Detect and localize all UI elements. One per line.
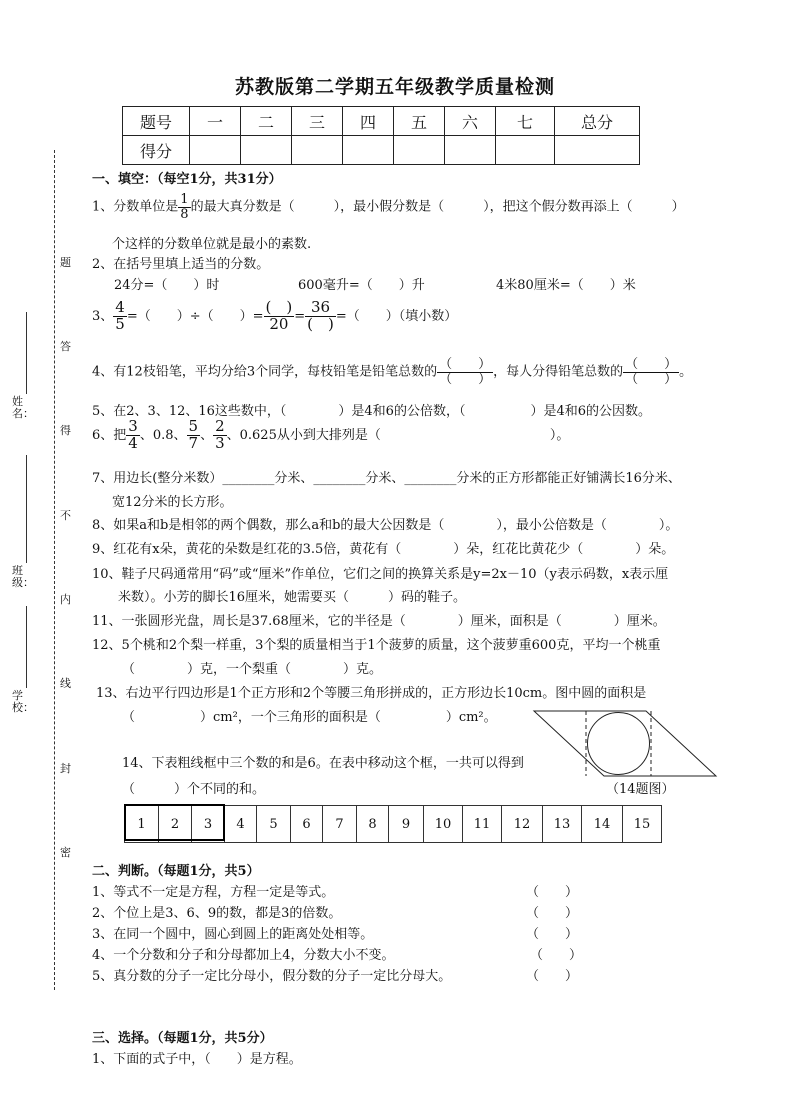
numerator: 3: [128, 417, 138, 435]
q3-text-b: =（ ）÷（ ）=: [126, 308, 264, 324]
score-table-score-row: [123, 136, 640, 165]
seal-char: 不: [60, 509, 71, 522]
parallelogram-shape: [534, 711, 716, 776]
fraction: [187, 419, 201, 452]
number-cell: 11: [463, 806, 502, 843]
seal-char: 答: [60, 340, 71, 353]
section-2-heading: 二、判断。（每题1分，共5）: [92, 864, 260, 879]
numerator-blank: （ ）: [439, 357, 492, 372]
inscribed-circle: [588, 713, 650, 775]
fraction: [264, 300, 295, 333]
name-label: 姓名：: [12, 395, 34, 420]
seal-char: 密: [60, 846, 71, 859]
q6-text-c: 、: [200, 427, 214, 443]
score-header-cell: 三: [292, 107, 343, 136]
question-6: [92, 419, 569, 452]
school-label: 学校：: [12, 689, 34, 714]
score-table: [122, 106, 640, 165]
seal-char: 封: [60, 762, 71, 775]
denominator: 7: [188, 433, 199, 452]
score-cell[interactable]: [343, 136, 394, 165]
denominator: 3: [215, 433, 225, 452]
number-cell: 3: [192, 806, 225, 843]
judge-answer-paren[interactable]: （ ）: [526, 969, 579, 984]
q3-text-a: 3、: [92, 308, 114, 324]
q4-text-a: 4、有12枝铅笔，平均分给3个同学，每枝铅笔是铅笔总数的: [92, 364, 438, 380]
name-field[interactable]: [26, 312, 27, 394]
score-header-cell: 总分: [555, 107, 640, 136]
bold-selection-frame[interactable]: [124, 804, 225, 841]
score-header-cell: 七: [496, 107, 555, 136]
q6-text-b: 、0.8、: [139, 427, 187, 443]
denominator: 20: [269, 314, 289, 333]
school-field[interactable]: [26, 606, 27, 688]
number-cell: 13: [543, 806, 582, 843]
number-cell: 15: [623, 806, 662, 843]
question-5: 5、在2、3、12、16这些数中，（ ）是4和6的公倍数，（ ）是4和6的公因数。: [92, 404, 651, 419]
score-header-cell: 二: [241, 107, 292, 136]
score-table-header-row: [123, 107, 640, 136]
denominator: 8: [180, 206, 189, 222]
judge-item: 4、一个分数和分子和分母都加上4，分数大小不变。: [92, 948, 395, 963]
score-cell[interactable]: [241, 136, 292, 165]
denominator: 5: [115, 314, 125, 333]
fraction: [178, 193, 190, 221]
judge-answer-paren[interactable]: （ ）: [526, 906, 579, 921]
number-cell: 9: [389, 806, 424, 843]
denominator: 4: [128, 433, 138, 452]
score-header-cell: 一: [190, 107, 241, 136]
score-header-cell: 五: [394, 107, 445, 136]
question-11: 11、一张圆形光盘，周长是37.68厘米，它的半径是（ ）厘米，面积是（ ）厘米。: [92, 614, 666, 629]
q2-a: 24分=（ ）时: [114, 278, 220, 293]
judge-item: 3、在同一个圆中，圆心到圆上的距离处处相等。: [92, 927, 374, 942]
q12-text-b: （ ）克，一个梨重（ ）克。: [122, 662, 383, 677]
q4-end: 。: [679, 364, 693, 380]
question-8: 8、如果a和b是相邻的两个偶数，那么a和b的最大公因数是（ ），最小公倍数是（ ）。: [92, 518, 679, 533]
numerator: 2: [215, 417, 225, 435]
page-title: 苏教版第二学期五年级教学质量检测: [234, 76, 555, 98]
q1-text-c: 个这样的分数单位就是最小的素数.: [112, 237, 312, 252]
q7-text-b: 宽12分米的长方形。: [112, 495, 233, 510]
numerator: 5: [188, 417, 199, 435]
score-header-cell: 四: [343, 107, 394, 136]
q10-text-b: 米数）。小芳的脚长16厘米，她需要买（ ）码的鞋子。: [118, 590, 467, 605]
parallelogram-figure: [530, 706, 720, 778]
fraction: [213, 419, 227, 452]
fraction: [113, 300, 127, 333]
number-cell: 1: [125, 806, 159, 843]
q3-text-c: =（ ）（填小数）: [335, 308, 458, 324]
number-cell: 7: [323, 806, 357, 843]
seal-char: 题: [60, 256, 71, 269]
numerator: 1: [180, 192, 189, 207]
score-header-cell: 题号: [123, 107, 190, 136]
class-field[interactable]: [26, 455, 27, 563]
question-3: [92, 300, 457, 333]
q6-text-d: 、0.625从小到大排列是（ ）。: [226, 427, 570, 443]
q1-text-b: 的最大真分数是（ ），最小假分数是（ ），把这个假分数再添上（ ）: [190, 199, 685, 215]
denominator: ( ): [307, 314, 334, 333]
q2-c: 4米80厘米=（ ）米: [496, 278, 636, 293]
number-cell: 5: [257, 806, 291, 843]
seal-char: 内: [60, 593, 71, 606]
equals-sign: =: [294, 308, 306, 324]
fraction-blank[interactable]: [437, 358, 493, 386]
score-cell[interactable]: [292, 136, 343, 165]
judge-answer-paren[interactable]: （ ）: [530, 948, 583, 963]
q1-text-a: 1、分数单位是: [92, 199, 179, 215]
score-cell[interactable]: [394, 136, 445, 165]
judge-answer-paren[interactable]: （ ）: [526, 927, 579, 942]
seal-char: 线: [60, 677, 71, 690]
number-cell: 8: [357, 806, 389, 843]
section-3-heading: 三、选择。（每题1分，共5分）: [92, 1031, 273, 1046]
q13-text-b: （ ）cm²，一个三角形的面积是（ ）cm²。: [122, 710, 497, 725]
q4-text-b: ，每人分得铅笔总数的: [493, 364, 624, 380]
question-14: 14、下表粗线框中三个数的和是6。在表中移动这个框，一共可以得到: [122, 756, 524, 771]
score-header-cell: 六: [445, 107, 496, 136]
fraction-blank[interactable]: [623, 358, 679, 386]
score-cell[interactable]: [190, 136, 241, 165]
judge-item: 5、真分数的分子一定比分母小，假分数的分子一定比分母大。: [92, 969, 452, 984]
judge-answer-paren[interactable]: （ ）: [526, 885, 579, 900]
number-cell: 12: [502, 806, 543, 843]
denominator-blank: （ ）: [625, 371, 678, 387]
number-cell: 10: [424, 806, 463, 843]
score-cell[interactable]: [445, 136, 496, 165]
seal-char: 得: [60, 424, 71, 437]
q14-text-b: （ ）个不同的和。: [122, 782, 266, 797]
choice-question-1: 1、下面的式子中，（ ）是方程。: [92, 1052, 302, 1067]
q14-caption: （14题图）: [606, 782, 675, 797]
numerator: 36: [305, 300, 336, 317]
number-cell: 6: [291, 806, 323, 843]
number-cell: 4: [225, 806, 257, 843]
score-cell[interactable]: [496, 136, 555, 165]
denominator-blank: （ ）: [439, 371, 492, 387]
question-4: [92, 358, 692, 386]
q6-text-a: 6、把: [92, 427, 127, 443]
question-1: [92, 193, 685, 221]
question-7: 7、用边长(整分米数）________分米、________分米、________分米的正方形都能正好铺满长16分米、: [92, 471, 681, 486]
question-2: 2、在括号里填上适当的分数。: [92, 257, 270, 272]
numerator-blank: （ ）: [625, 357, 678, 372]
fraction: [126, 419, 140, 452]
judge-item: 1、等式不一定是方程，方程一定是等式。: [92, 885, 335, 900]
fraction: [305, 300, 336, 333]
question-9: 9、红花有x朵，黄花的朵数是红花的3.5倍，黄花有（ ）朵，红花比黄花少（ ）朵。: [92, 542, 675, 557]
numerator: 4: [115, 298, 125, 316]
question-10: 10、鞋子尺码通常用“码”或“厘米”作单位，它们之间的换算关系是y=2x－10（y表示码数，x表示厘: [92, 567, 669, 582]
score-row-label: 得分: [123, 136, 190, 165]
score-cell[interactable]: [555, 136, 640, 165]
number-cell: 2: [159, 806, 192, 843]
binding-dashed-line: [54, 150, 55, 990]
question-12: 12、5个桃和2个梨一样重，3个梨的质量相当于1个菠萝的质量，这个菠萝重600克，平均一个桃重: [92, 638, 661, 653]
question-13: 13、右边平行四边形是1个正方形和2个等腰三角形拼成的，正方形边长10cm。图中圆的面积是: [96, 686, 647, 701]
judge-item: 2、个位上是3、6、9的数，都是3的倍数。: [92, 906, 342, 921]
number-cell: 14: [582, 806, 623, 843]
class-label: 班级：: [12, 564, 34, 589]
section-1-heading: 一、填空：（每空1分，共31分）: [92, 172, 282, 187]
numerator: ( ): [265, 298, 293, 316]
q2-b: 600毫升=（ ）升: [298, 278, 425, 293]
